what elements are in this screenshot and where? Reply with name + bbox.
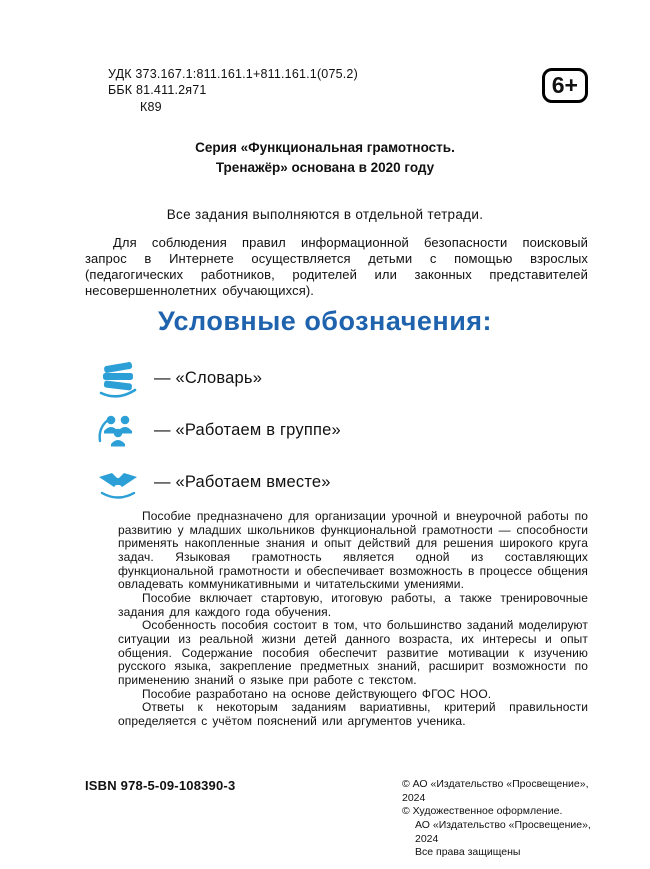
legend-item-group [96, 410, 588, 450]
copyright-line: АО «Издательство «Просвещение», 2024 [415, 818, 591, 845]
legend-title: Условные обозначения: [157, 306, 493, 336]
legend-label-together: — «Работаем вместе» [154, 472, 331, 491]
legend-label-group: — «Работаем в группе» [154, 420, 341, 439]
legend-item-together [96, 462, 588, 502]
series-note: Серия «Функциональная грамотность. Тренажёр» основана в 2020 году [195, 140, 455, 175]
dictionary-icon [96, 358, 140, 398]
annotation-paragraph: Особенность пособия состоит в том, что большинство заданий моделируют ситуации из реальной жизни детей данного возраста, их интересы и опыт общения. Содержание пособия обеспечит развитие мотивации к изучению русского языка, закрепление предметных знаний, расширит возможности по применению знаний о языке при работе с текстом. [118, 618, 588, 688]
group-work-icon [96, 410, 140, 450]
bbk-code: ББК 81.411.2я71 [108, 83, 207, 98]
annotation-paragraph: Пособие включает стартовую, итоговую работы, а также тренировочные задания для каждого года обучения. [118, 591, 588, 619]
copyright-line: © Художественное оформление. [402, 805, 563, 818]
top-row [108, 66, 592, 115]
udk-code: УДК 373.167.1:811.161.1+811.161.1(075.2) [108, 67, 358, 81]
age-rating-badge: 6+ [542, 68, 588, 103]
legend-item-dictionary [96, 358, 588, 398]
annotation-paragraph: Ответы к некоторым заданиям вариативны, критерий правильности определяется с учётом пояснений или аргументов ученика. [118, 700, 588, 729]
annotation-paragraph: Пособие разработано на основе действующего ФГОС НОО. [142, 686, 492, 701]
isbn: ISBN 978-5-09-108390-3 [85, 778, 236, 793]
notebook-note: Все задания выполняются в отдельной тетради. [166, 206, 484, 222]
copyright-line: © АО «Издательство «Просвещение», 2024 [402, 778, 589, 804]
copyright-line: Все права защищены [415, 846, 521, 859]
legend-list [96, 358, 588, 514]
copyright-block [402, 778, 592, 860]
footer [85, 778, 592, 860]
author-sign-code: К89 [140, 99, 162, 114]
annotation-block [118, 510, 588, 729]
internet-safety-note: Для соблюдения правил информационной безопасности поисковый запрос в Интернете осуществляется детьми с помощью взрослых (педагогических работников, родителей или законных представителей несовершеннолетних обучающихся). [85, 235, 588, 298]
annotation-paragraph: Пособие предназначено для организации урочной и внеурочной работы по развитию у младших школьников функциональной грамотности — способности применять накопленные знания и опыт действий для решения широкого круга задач. Языковая грамотность является одной из составляющих функциональной грамотности и обеспечивает возможность в процессе общения овладевать коммуникативными и читательскими умениями. [118, 509, 588, 592]
legend-label-dictionary: — «Словарь» [154, 368, 263, 387]
work-together-icon [96, 462, 140, 502]
bibliographic-codes [108, 66, 592, 115]
